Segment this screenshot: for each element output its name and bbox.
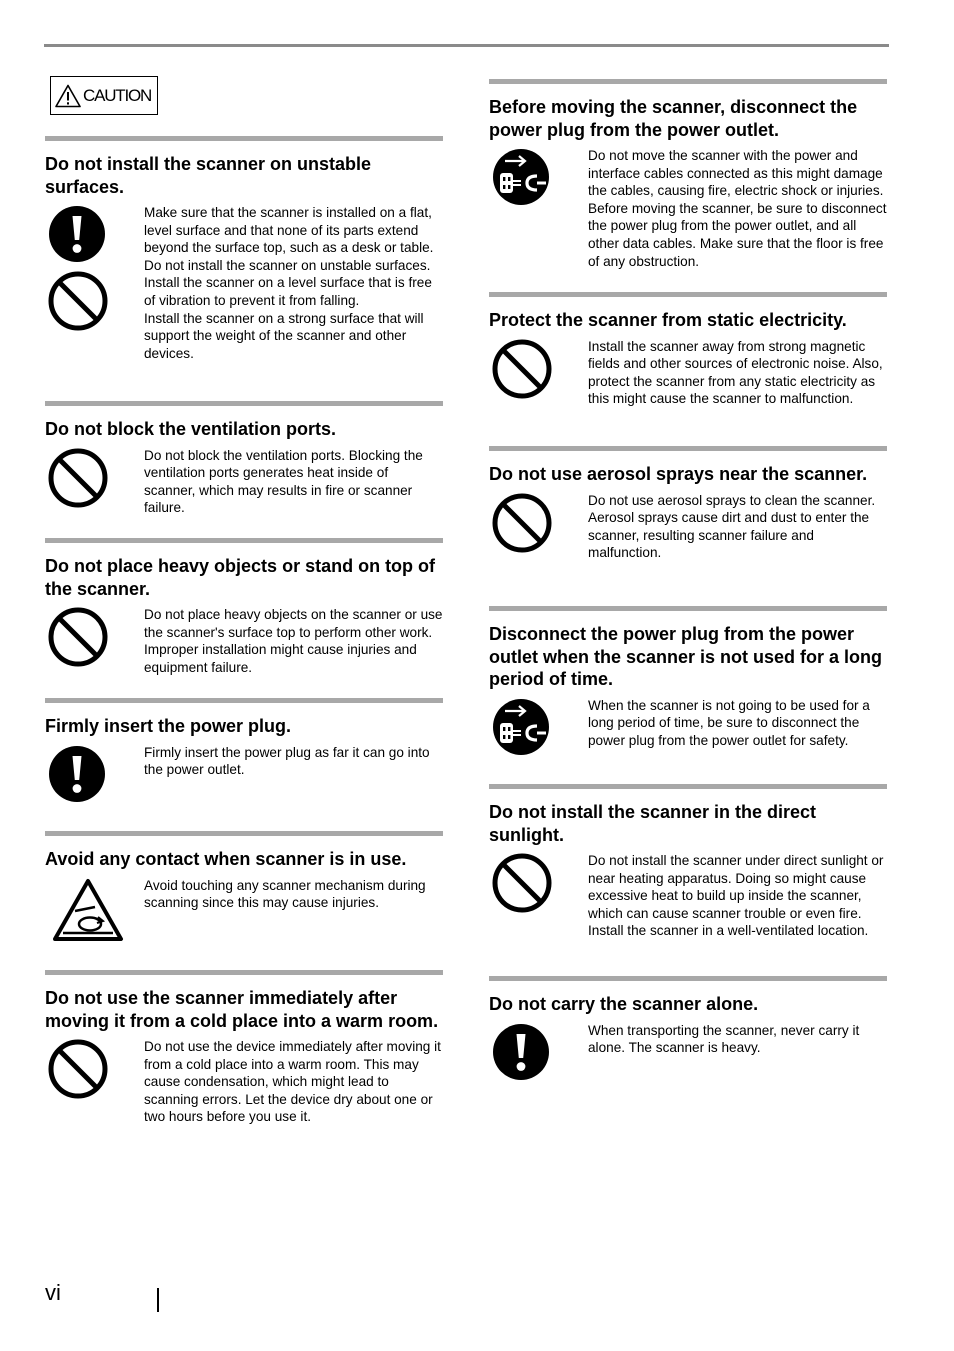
prohibition-icon [491,338,588,400]
section-body [489,492,887,562]
footer-divider [157,1288,159,1312]
section-body [45,877,443,949]
section-icons [489,147,588,270]
caution-label-box [50,76,158,115]
section-paragraph: Install the scanner away from strong magnetic fields and other sources of electronic noise. Also, protect the scanner from any static electricity as this might cause the scanner to malfunction. [588,338,883,407]
page-number: vi [45,1280,61,1305]
section-icons [489,697,588,763]
section-body [489,1022,887,1088]
prohibition-icon [47,606,144,668]
section-title: Protect the scanner from static electricity. [489,310,847,330]
section-body [489,697,887,763]
section-icons [489,1022,588,1088]
section-paragraph: Firmly insert the power plug as far it can go into the power outlet. [144,744,430,778]
prohibition-icon [47,1038,144,1100]
section-paragraph: Do not install the scanner under direct sunlight or near heating apparatus. Doing so might cause excessive heat to build up inside the scanner, which can cause scanner trouble or even fire. Install the scanner in a well-ventilated location. [588,853,884,939]
section-title: Do not install the scanner on unstable surfaces. [45,154,372,197]
section-text [144,606,443,676]
left-section-4 [45,698,443,831]
section-text [144,877,443,949]
section-paragraph: Avoid touching any scanner mechanism during scanning since this may cause injuries. [144,877,426,911]
section-title: Avoid any contact when scanner is in use. [45,849,407,869]
section-paragraph: Make sure that the scanner is installed on a flat, level surface and that none of its parts extend beyond the surface top, such as a desk or table. Do not install the scanner on unstable surfaces. Install the scanner on a level surface that is free of vibration to prevent it from falling. [144,205,434,308]
section-icons [45,204,144,362]
section-paragraph: Do not use aerosol sprays to clean the scanner. Aerosol sprays cause dirt and dust to enter the scanner, resulting scanner failure and malfunction. [588,492,876,561]
right-section-5 [489,784,887,976]
exclamation-icon [47,744,144,804]
section-text [144,447,443,517]
section-title: Before moving the scanner, disconnect the power plug from the power outlet. [489,97,858,140]
warning-triangle-icon [55,84,81,108]
section-body [489,338,887,408]
prohibition-icon [47,270,144,332]
section-text [588,1022,887,1088]
unplug-icon [491,697,588,757]
unplug-icon [491,147,588,207]
prohibition-icon [47,447,144,509]
right-section-4 [489,606,887,784]
section-title: Do not carry the scanner alone. [489,994,759,1014]
section-text [588,147,887,270]
section-text [144,204,443,362]
section-paragraph: When transporting the scanner, never carry it alone. The scanner is heavy. [588,1022,860,1056]
section-paragraph: Do not place heavy objects on the scanner or use the scanner's surface top to perform other work. Improper installation might cause injuries and equipment failure. [144,607,443,675]
right-column [489,79,887,1088]
left-column [45,136,443,1126]
prohibition-icon [491,492,588,554]
section-body [45,606,443,676]
right-section-1 [489,79,887,292]
section-text [588,492,887,562]
section-icons [489,852,588,940]
left-section-1 [45,136,443,401]
section-icons [45,1038,144,1126]
section-body [45,1038,443,1126]
section-icons [45,744,144,810]
moving-parts-warning-icon [51,877,144,943]
section-icons [45,877,144,949]
section-title: Do not block the ventilation ports. [45,419,337,439]
section-icons [45,447,144,517]
section-paragraph: Do not block the ventilation ports. Blocking the ventilation ports generates heat inside of scanner, which may results in fire or scanner failure. [144,447,423,516]
prohibition-icon [491,852,588,914]
exclamation-icon [47,204,144,264]
right-section-2 [489,292,887,446]
section-title: Do not place heavy objects or stand on top of the scanner. [45,556,436,599]
section-title: Do not use the scanner immediately after moving it from a cold place into a warm room. [45,988,439,1031]
exclamation-icon [491,1022,588,1082]
section-text [144,1038,443,1126]
section-icons [489,338,588,408]
section-body [489,147,887,270]
left-section-3 [45,538,443,698]
section-title: Do not install the scanner in the direct sunlight. [489,802,817,845]
header-rule [44,44,889,47]
section-paragraph: Do not move the scanner with the power and interface cables connected as this might damage the cables, causing fire, electric shock or injuries. Before moving the scanner, be sure to disconnect the power plug from the power outlet, and all other data cables. Make sure that the floor is free of any obstruction. [588,148,887,269]
section-text [588,852,887,940]
section-paragraph: Install the scanner on a strong surface that will support the weight of the scanner and other devices. [144,310,424,361]
section-paragraph: When the scanner is not going to be used for a long period of time, be sure to disconnect the power plug from the power outlet for safety. [588,697,870,748]
section-icons [45,606,144,676]
section-body [489,852,887,940]
section-body [45,744,443,810]
section-body [45,447,443,517]
left-section-5 [45,831,443,970]
section-text [588,338,887,408]
section-title: Firmly insert the power plug. [45,716,292,736]
section-title: Disconnect the power plug from the power outlet when the scanner is not used for a long period of time. [489,624,883,689]
caution-label: CAUTION [83,85,152,105]
section-icons [489,492,588,562]
left-section-6 [45,970,443,1126]
section-body [45,204,443,362]
section-text [144,744,443,810]
section-text [588,697,887,763]
section-paragraph: Do not use the device immediately after moving it from a cold place into a warm room. This may cause condensation, which might lead to scanning errors. Let the device dry about one or two hours before you use it. [144,1039,441,1125]
right-section-3 [489,446,887,606]
left-section-2 [45,401,443,538]
right-section-6 [489,976,887,1088]
section-title: Do not use aerosol sprays near the scanner. [489,464,868,484]
